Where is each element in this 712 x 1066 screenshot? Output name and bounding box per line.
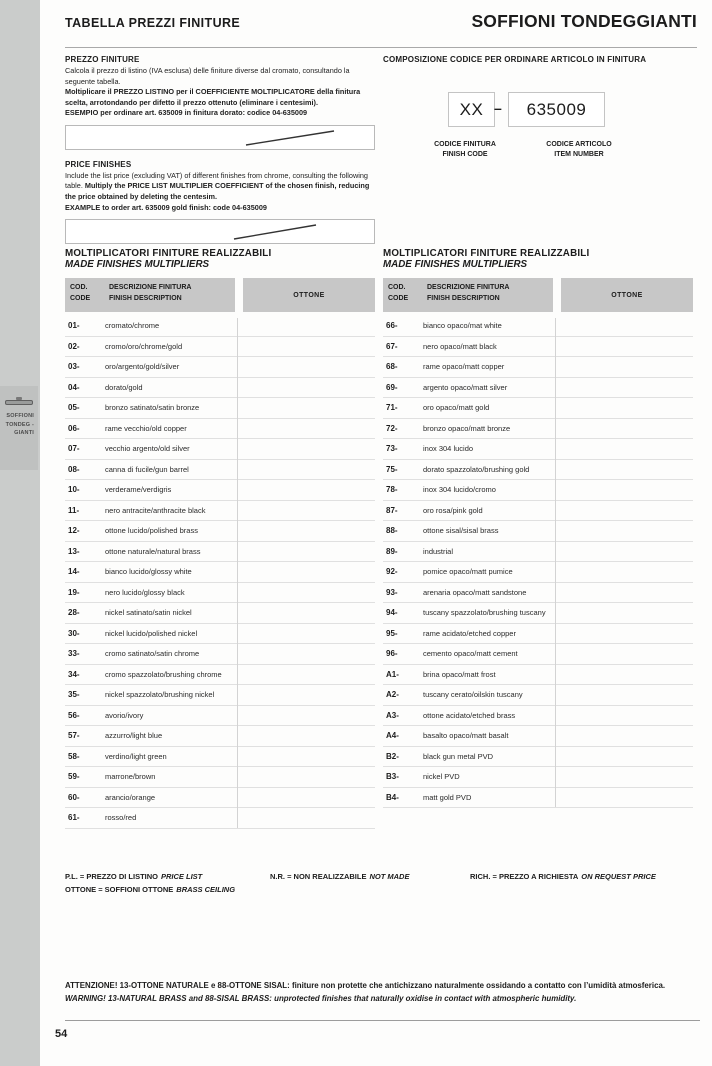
price-finishes-section <box>65 160 375 244</box>
table-row <box>383 337 693 358</box>
table-row <box>65 398 375 419</box>
finish-description: nickel spazzolato/brushing nickel <box>105 690 215 700</box>
table-title-en: MADE FINISHES MULTIPLIERS <box>383 259 528 270</box>
column-header-description <box>109 283 191 312</box>
col-code-en: CODE <box>70 294 91 302</box>
item-number-label-it: CODICE ARTICOLO <box>546 141 612 148</box>
finish-code: 58- <box>68 751 80 761</box>
tab-line: SOFFIONI <box>6 413 34 419</box>
finish-code: A4- <box>386 731 399 741</box>
finish-description: azzurro/light blue <box>105 731 163 741</box>
table-row <box>383 439 693 460</box>
finish-code: 05- <box>68 403 80 413</box>
body-bold-it: Moltiplicare il PREZZO LISTINO per il COEFFICIENTE MOLTIPLICATORE della finitura scelta, arrotondando per difetto il prezzo ottenuto (eliminare i centesimi). <box>65 87 361 107</box>
finish-description: arenaria opaco/matt sandstone <box>423 587 527 597</box>
finish-code: 89- <box>386 546 398 556</box>
code-composition-section <box>383 55 697 162</box>
body-bold-en: Multiply the PRICE LIST MULTIPLIER COEFFICIENT of the chosen finish, reducing the price obtained by deleting the centesim. <box>65 181 370 202</box>
legend-row <box>65 872 697 885</box>
finish-code: 01- <box>68 321 80 331</box>
finish-description: verderame/verdigris <box>105 485 172 495</box>
finish-code: 60- <box>68 792 80 802</box>
column-header-description <box>427 283 509 312</box>
table-row <box>65 419 375 440</box>
table-row <box>383 521 693 542</box>
legend-item-price-list <box>65 872 202 881</box>
legend-item-on-request <box>470 872 656 881</box>
finish-code: 34- <box>68 669 80 679</box>
finish-description: canna di fucile/gun barrel <box>105 464 189 474</box>
table-title-it: MOLTIPLICATORI FINITURE REALIZZABILI <box>65 248 272 259</box>
finish-code: 71- <box>386 403 398 413</box>
slash-mark <box>66 220 374 243</box>
table-row <box>383 726 693 747</box>
finish-description: nero opaco/matt black <box>423 341 497 351</box>
finish-code: 19- <box>68 587 80 597</box>
finishes-table-right <box>383 248 693 808</box>
finish-code: 88- <box>386 526 398 536</box>
table-row <box>65 501 375 522</box>
table-row <box>65 788 375 809</box>
finishes-table-left <box>65 248 375 829</box>
finish-code-label <box>405 140 525 160</box>
finish-description: cromato/chrome <box>105 321 160 331</box>
finish-code: 03- <box>68 362 80 372</box>
finish-description: dorato/gold <box>105 382 143 392</box>
table-row <box>65 378 375 399</box>
table-row <box>65 316 375 337</box>
finish-code: 12- <box>68 526 80 536</box>
finish-description: basalto opaco/matt basalt <box>423 731 509 741</box>
table-row <box>65 685 375 706</box>
finish-code: 67- <box>386 341 398 351</box>
section-heading-en: PRICE FINISHES <box>65 159 132 169</box>
table-row <box>65 480 375 501</box>
finish-description: cromo/oro/chrome/gold <box>105 341 183 351</box>
item-number-label-en: ITEM NUMBER <box>554 150 604 158</box>
code-composition-heading: COMPOSIZIONE CODICE PER ORDINARE ARTICOLO IN FINITURA <box>383 55 647 64</box>
finish-description: oro/argento/gold/silver <box>105 362 180 372</box>
prezzo-finiture-section <box>65 55 375 150</box>
warning-block <box>65 979 697 1005</box>
legend-note: BRASS CEILING <box>176 885 236 894</box>
warning-text-it: ATTENZIONE! 13-OTTONE NATURALE e 88-OTTONE SISAL: finiture non protette che antichizzano naturalmente ossidando a contatto con l’umidità atmosferica. <box>65 981 666 990</box>
finish-description: ottone lucido/polished brass <box>105 526 198 536</box>
code-separator: – <box>494 100 502 116</box>
finish-description: rame opaco/matt copper <box>423 362 505 372</box>
finish-description: argento opaco/matt silver <box>423 382 508 392</box>
finish-code-label-en: FINISH CODE <box>442 150 488 158</box>
finish-description: ottone sisal/sisal brass <box>423 526 499 536</box>
table-row <box>383 767 693 788</box>
table-row <box>383 501 693 522</box>
table-header-main <box>383 278 553 312</box>
finish-description: marrone/brown <box>105 772 156 782</box>
finish-code: 08- <box>68 464 80 474</box>
finish-description: arancio/orange <box>105 792 156 802</box>
slash-mark <box>66 126 374 149</box>
table-row <box>383 398 693 419</box>
finish-code: A1- <box>386 669 399 679</box>
finish-code: 73- <box>386 444 398 454</box>
column-header-code <box>388 283 420 312</box>
finish-description: black gun metal PVD <box>423 751 494 761</box>
example-line-it: ESEMPIO per ordinare art. 635009 in finitura dorato: codice 04-635009 <box>65 108 308 118</box>
body-text-en <box>65 171 375 203</box>
finish-description: cromo spazzolato/brushing chrome <box>105 669 222 679</box>
table-row <box>383 644 693 665</box>
body-regular-en: Include the list price (excluding VAT) of different finishes from chrome, consulting the following table. <box>65 170 368 191</box>
col-desc-en: FINISH DESCRIPTION <box>109 294 182 302</box>
table-row <box>383 706 693 727</box>
table-row <box>383 624 693 645</box>
table-row <box>383 747 693 768</box>
finish-description: nero antracite/anthracite black <box>105 505 206 515</box>
code-boxes-row <box>383 92 697 125</box>
col-code-it: COD. <box>388 284 406 291</box>
finish-description: nickel satinato/satin nickel <box>105 608 192 618</box>
finish-code: 10- <box>68 485 80 495</box>
table-rows-left <box>65 316 375 829</box>
finish-code: B3- <box>386 772 399 782</box>
note-box-it <box>65 125 375 150</box>
finish-description: tuscany cerato/oilskin tuscany <box>423 690 523 700</box>
finish-code: 56- <box>68 710 80 720</box>
finish-description: bianco opaco/mat white <box>423 321 502 331</box>
finish-code: 57- <box>68 731 80 741</box>
showerhead-plate <box>5 400 33 405</box>
finish-code: 06- <box>68 423 80 433</box>
finish-code: B4- <box>386 792 399 802</box>
page-title-left: TABELLA PREZZI FINITURE <box>65 16 241 30</box>
col-code-en: CODE <box>388 294 409 302</box>
body-text-it: Calcola il prezzo di listino (IVA esclusa) delle finiture diverse dal cromato, consultando la seguente tabella. <box>65 66 350 86</box>
table-row <box>65 357 375 378</box>
showerhead-icon <box>5 397 33 405</box>
finish-code: 68- <box>386 362 398 372</box>
finish-code: B2- <box>386 751 399 761</box>
finish-code: 07- <box>68 444 80 454</box>
finish-code: 75- <box>386 464 398 474</box>
legend-note: ON REQUEST PRICE <box>581 872 656 881</box>
finish-code: 93- <box>386 587 398 597</box>
finish-code-label-it: CODICE FINITURA <box>434 141 496 148</box>
page-number: 54 <box>55 1028 68 1040</box>
column-divider <box>555 318 556 807</box>
footer-divider <box>65 1020 700 1021</box>
table-header <box>383 278 693 312</box>
table-row <box>65 583 375 604</box>
col-code-it: COD. <box>70 284 88 291</box>
table-row <box>383 685 693 706</box>
note-box-en <box>65 219 375 244</box>
table-row <box>383 542 693 563</box>
column-header-ottone: OTTONE <box>243 278 375 312</box>
finish-code: A3- <box>386 710 399 720</box>
legend-item-not-made <box>270 872 409 881</box>
table-row <box>65 460 375 481</box>
finish-description: bronzo satinato/satin bronze <box>105 403 200 413</box>
legend-note: NOT MADE <box>369 872 410 881</box>
finish-description: verdino/light green <box>105 751 167 761</box>
finish-description: ottone naturale/natural brass <box>105 546 201 556</box>
table-rows-right <box>383 316 693 808</box>
finish-description: nickel lucido/polished nickel <box>105 628 198 638</box>
col-desc-it: DESCRIZIONE FINITURA <box>109 284 192 291</box>
col-desc-en: FINISH DESCRIPTION <box>427 294 500 302</box>
finish-code: 13- <box>68 546 80 556</box>
finish-description: inox 304 lucido <box>423 444 474 454</box>
finish-code: 69- <box>386 382 398 392</box>
table-header <box>65 278 375 312</box>
finish-code: 02- <box>68 341 80 351</box>
finish-description: dorato spazzolato/brushing gold <box>423 464 530 474</box>
finish-description: avorio/ivory <box>105 710 144 720</box>
legend-label: RICH. = PREZZO A RICHIESTA <box>470 872 579 881</box>
table-row <box>65 767 375 788</box>
finish-code-box: XX <box>448 92 495 127</box>
table-row <box>383 316 693 337</box>
table-row <box>65 726 375 747</box>
legend-label: P.L. = PREZZO DI LISTINO <box>65 872 158 881</box>
finish-description: oro rosa/pink gold <box>423 505 483 515</box>
finish-code: 30- <box>68 628 80 638</box>
finish-code: 59- <box>68 772 80 782</box>
finish-code: 78- <box>386 485 398 495</box>
table-title-it: MOLTIPLICATORI FINITURE REALIZZABILI <box>383 248 590 259</box>
finish-code: 72- <box>386 423 398 433</box>
finish-code: 35- <box>68 690 80 700</box>
table-row <box>383 480 693 501</box>
item-number-box: 635009 <box>508 92 605 127</box>
section-heading-it: PREZZO FINITURE <box>65 55 140 64</box>
finish-description: rosso/red <box>105 813 137 823</box>
tab-line: GIANTI <box>14 430 34 437</box>
item-number-label <box>523 140 635 160</box>
warning-text-en: WARNING! 13-NATURAL BRASS and 88-SISAL BRASS: unprotected finishes that naturally oxidise in contact with atmospheric humidity. <box>65 994 577 1004</box>
code-labels-row <box>383 140 697 162</box>
page-title-right: SOFFIONI TONDEGGIANTI <box>471 11 697 31</box>
finish-description: cemento opaco/matt cement <box>423 649 518 659</box>
finish-description: ottone acidato/etched brass <box>423 710 516 720</box>
table-row <box>65 706 375 727</box>
section-tab-label <box>0 412 38 438</box>
col-desc-it: DESCRIZIONE FINITURA <box>427 284 510 291</box>
document-sheet <box>40 0 712 1066</box>
finish-description: industrial <box>423 546 454 556</box>
finish-description: nero lucido/glossy black <box>105 587 185 597</box>
table-row <box>65 644 375 665</box>
finish-code: 28- <box>68 608 80 618</box>
column-header-ottone: OTTONE <box>561 278 693 312</box>
finish-code: 33- <box>68 649 80 659</box>
table-row <box>383 788 693 809</box>
example-line-en: EXAMPLE to order art. 635009 gold finish: code 04-635009 <box>65 202 267 212</box>
finish-code: 66- <box>386 321 398 331</box>
finish-description: oro opaco/matt gold <box>423 403 490 413</box>
finish-description: nickel PVD <box>423 772 460 782</box>
finish-description: brina opaco/matt frost <box>423 669 496 679</box>
table-row <box>383 357 693 378</box>
finish-description: inox 304 lucido/cromo <box>423 485 496 495</box>
finish-code: 04- <box>68 382 80 392</box>
table-row <box>65 337 375 358</box>
legend-note: PRICE LIST <box>161 872 203 881</box>
table-header-main <box>65 278 235 312</box>
table-row <box>65 562 375 583</box>
finish-code: 96- <box>386 649 398 659</box>
column-divider <box>237 318 238 828</box>
table-row <box>383 603 693 624</box>
table-row <box>383 562 693 583</box>
finish-code: 94- <box>386 608 398 618</box>
table-row <box>383 583 693 604</box>
table-row <box>65 624 375 645</box>
legend-row <box>65 885 697 898</box>
table-row <box>383 460 693 481</box>
finish-description: matt gold PVD <box>423 792 472 802</box>
finish-code: A2- <box>386 690 399 700</box>
header-divider <box>65 47 697 48</box>
legend-label: N.R. = NON REALIZZABILE <box>270 872 367 881</box>
finish-code: 61- <box>68 813 80 823</box>
table-row <box>65 521 375 542</box>
finish-description: bronzo opaco/matt bronze <box>423 423 511 433</box>
finish-code: 87- <box>386 505 398 515</box>
finish-code: 95- <box>386 628 398 638</box>
table-row <box>65 665 375 686</box>
finish-description: vecchio argento/old silver <box>105 444 190 454</box>
finish-code: 11- <box>68 505 80 515</box>
finish-description: tuscany spazzolato/brushing tuscany <box>423 608 546 618</box>
table-row <box>65 603 375 624</box>
column-header-code <box>70 283 102 312</box>
finish-code: 92- <box>386 567 398 577</box>
table-row <box>383 665 693 686</box>
table-row <box>383 378 693 399</box>
table-row <box>65 542 375 563</box>
table-title-en: MADE FINISHES MULTIPLIERS <box>65 259 210 270</box>
legend-item-ottone <box>65 885 235 894</box>
table-row <box>65 747 375 768</box>
legend <box>65 872 697 898</box>
table-row <box>383 419 693 440</box>
table-row <box>65 439 375 460</box>
finish-description: bianco lucido/glossy white <box>105 567 192 577</box>
section-tab-soffioni-tondeggianti <box>0 386 38 470</box>
finish-description: rame acidato/etched copper <box>423 628 516 638</box>
price-finishes-column <box>65 55 375 244</box>
finish-description: cromo satinato/satin chrome <box>105 649 200 659</box>
finish-description: pomice opaco/matt pumice <box>423 567 513 577</box>
finish-description: rame vecchio/old copper <box>105 423 187 433</box>
legend-label: OTTONE = SOFFIONI OTTONE <box>65 885 174 894</box>
table-row <box>65 808 375 829</box>
finish-code: 14- <box>68 567 80 577</box>
tab-line: TONDEG - <box>5 421 34 428</box>
